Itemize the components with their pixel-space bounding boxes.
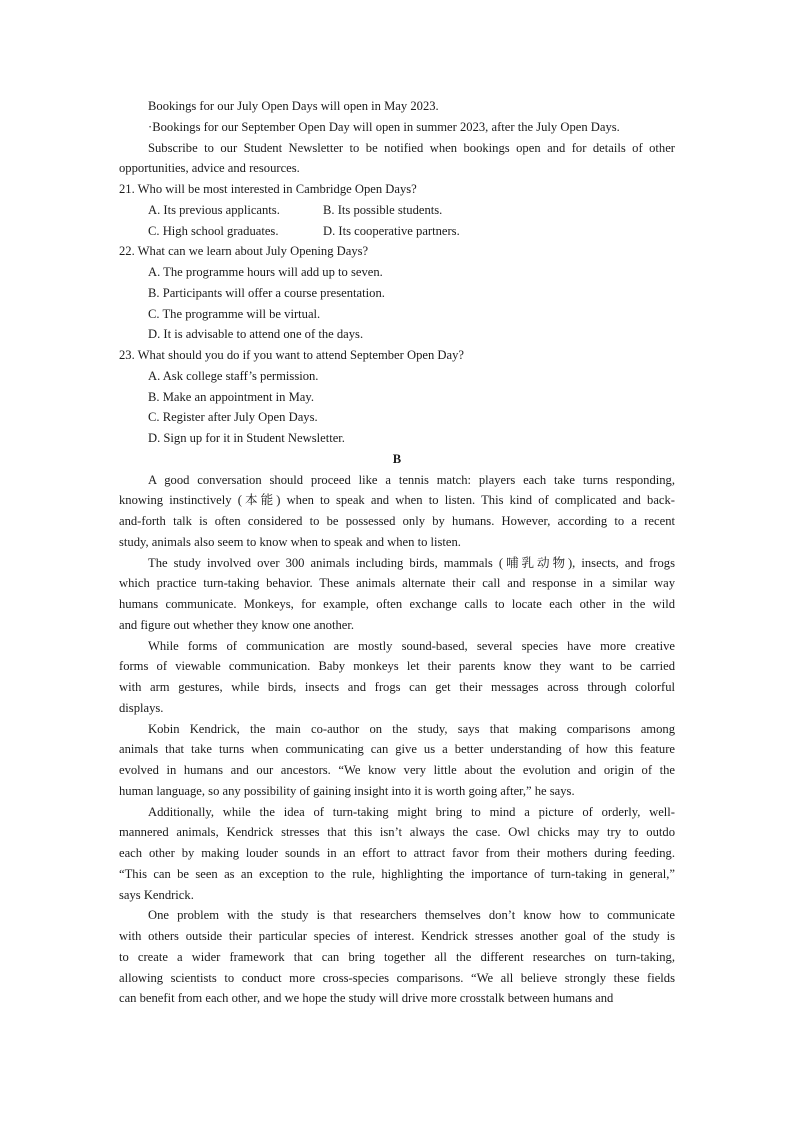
passage-line: animals that take turns when communicating can give us a better understanding of how this feature [119,742,675,757]
booking-note-july: Bookings for our July Open Days will open in May 2023. [148,99,439,113]
option-d: D. It is advisable to attend one of the days. [148,327,364,342]
reading-passage [119,470,675,1010]
passage-line: A good conversation should proceed like a tennis match: players each take turns responding, [148,472,675,487]
passage-line: “This can be seen as an exception to the rule, highlighting the importance of turn-taking in general,” [119,866,675,881]
passage-line: One problem with the study is that researchers themselves don’t know how to communicate [148,908,675,923]
option-c: C. The programme will be virtual. [148,306,321,321]
passage-line: The study involved over 300 animals including birds, mammals (哺乳动物), insects, and frogs [148,555,675,570]
passage-line: evolved in humans and our ancestors. “We know very little about the evolution and origin of the [119,763,675,777]
question-stem: 23. What should you do if you want to attend September Open Day? [119,348,464,362]
passage-line: knowing instinctively (本能) when to speak and when to listen. This kind of complicated and back- [119,493,675,508]
passage-line: which practice turn-taking behavior. These animals alternate their call and response in a similar way [119,576,675,591]
question-22 [119,241,675,345]
question-stem: 21. Who will be most interested in Cambridge Open Days? [119,182,417,196]
passage-line: displays. [119,700,164,715]
passage-line: humans communicate. Monkeys, for example, often exchange calls to locate each other in the wild [119,597,675,611]
option-b: B. Participants will offer a course presentation. [148,285,385,300]
passage-line: allowing scientists to conduct more cross-species comparisons. “We all believe strongly these fields [119,970,675,985]
passage-line: Additionally, while the idea of turn-taking might bring to mind a picture of orderly, well- [148,804,675,819]
passage-line: Kobin Kendrick, the main co-author on the study, says that making comparisons among [148,721,675,736]
option-a: A. The programme hours will add up to seven. [148,265,383,279]
option-c: C. Register after July Open Days. [148,410,318,425]
passage-line: says Kendrick. [119,887,194,902]
subscribe-note-line-2: opportunities, advice and resources. [119,161,300,176]
option-b: B. Its possible students. [323,202,443,217]
passage-paragraph [119,636,675,719]
question-21 [119,179,675,241]
booking-note-september: ·Bookings for our September Open Day will open in summer 2023, after the July Open Days. [148,119,620,134]
option-row [119,200,675,221]
option-a: A. Its previous applicants. [148,202,280,217]
document-content [119,96,675,1009]
passage-line: and-forth talk is often considered to be possessed only by humans. However, according to a recent [119,514,675,528]
option-d: D. Sign up for it in Student Newsletter. [148,431,345,445]
option-b: B. Make an appointment in May. [148,389,315,404]
option-d: D. Its cooperative partners. [323,223,460,238]
passage-line: mannered animals, Kendrick stresses that this isn’t always the case. Owl chicks may try to outdo [119,825,675,840]
passage-line: forms of viewable communication. Baby monkeys let their parents know they want to be carried [119,659,675,674]
passage-line: can benefit from each other, and we hope the study will drive more crosstalk between humans and [119,991,614,1006]
passage-paragraph [119,553,675,636]
passage-line: and figure out whether they know one another. [119,617,355,632]
section-heading: B [392,451,402,466]
passage-line: each other by making louder sounds in an effort to attract favor from their mothers during feeding. [119,846,675,860]
question-stem: 22. What can we learn about July Opening Days? [119,244,369,259]
passage-line: human language, so any possibility of gaining insight into it is worth going after,” he says. [119,783,575,798]
option-a: A. Ask college staff’s permission. [148,368,319,383]
passage-paragraph [119,719,675,802]
passage-paragraph [119,905,675,1009]
option-c: C. High school graduates. [148,223,279,238]
passage-paragraph [119,802,675,906]
option-row [119,221,675,242]
passage-line: with others outside their particular species of interest. Kendrick stresses another goal of the study is [119,929,675,943]
passage-line: While forms of communication are mostly sound-based, several species have more creative [148,638,675,653]
passage-paragraph [119,470,675,553]
passage-line: with arm gestures, while birds, insects and frogs can get their messages across through colorful [119,680,675,694]
passage-line: to create a wider framework that can bring together all the different researches on turn-taking, [119,949,675,964]
subscribe-note-line-1: Subscribe to our Student Newsletter to be notified when bookings open and for details of other [148,140,675,155]
question-23 [119,345,675,449]
passage-line: study, animals also seem to know when to speak and when to listen. [119,534,461,549]
